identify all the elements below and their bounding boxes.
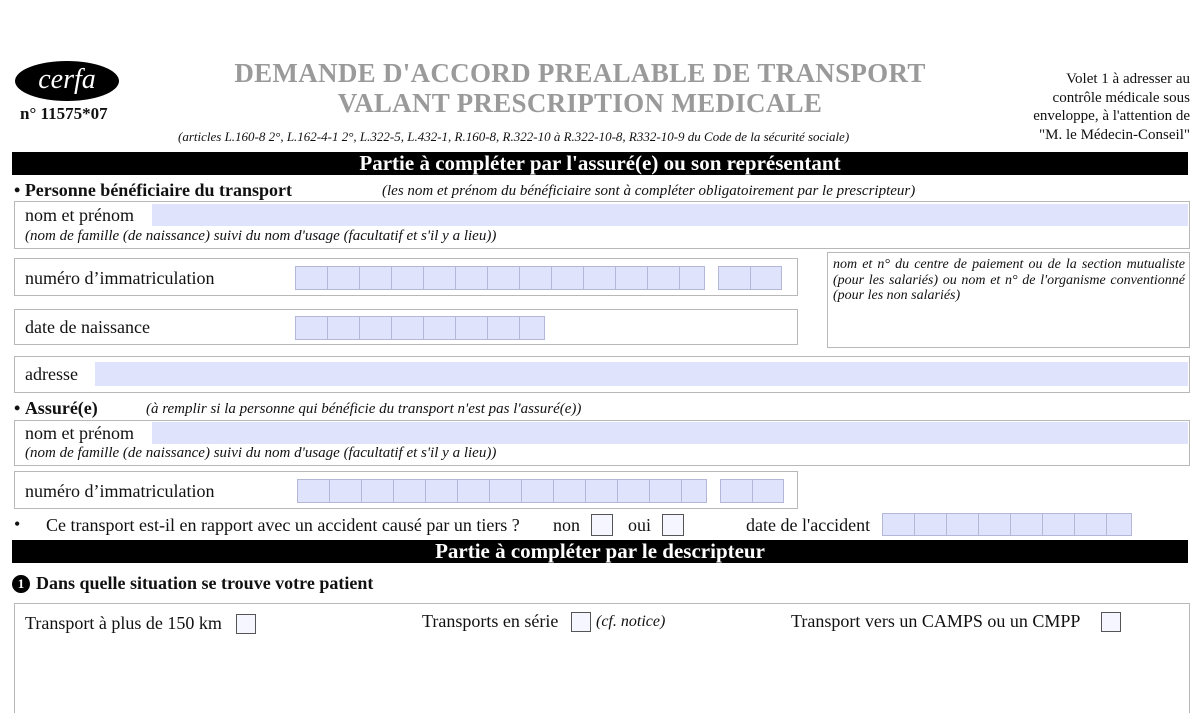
bullet: •	[14, 398, 25, 418]
option-serie-label: Transports en série	[422, 611, 559, 631]
adresse-label: adresse	[25, 364, 78, 384]
assure-name-hint: (nom de famille (de naissance) suivi du nom d'usage (facultatif et s'il y a lieu))	[25, 445, 497, 461]
section-bar-descripteur	[12, 540, 1188, 563]
accident-yes-label: oui	[628, 515, 652, 535]
option-150km-checkbox[interactable]	[236, 614, 256, 634]
number-one-icon: 1	[12, 575, 30, 593]
assure-name-label: nom et prénom	[25, 423, 134, 443]
option-serie-note: (cf. notice)	[596, 613, 666, 630]
assure-immat-label: numéro d’immatriculation	[25, 481, 215, 501]
beneficiaire-heading	[14, 180, 292, 201]
option-serie-checkbox[interactable]	[571, 612, 591, 632]
assure-name-input[interactable]	[152, 422, 1188, 444]
assure-heading	[14, 398, 98, 419]
volet-line: "M. le Médecin-Conseil"	[1039, 126, 1190, 143]
accident-date-label: date de l'accident	[746, 515, 871, 535]
accident-no-checkbox[interactable]	[591, 514, 613, 536]
accident-date-input[interactable]	[882, 513, 1132, 536]
beneficiaire-immat-input[interactable]	[295, 266, 705, 290]
accident-yes-checkbox[interactable]	[662, 514, 684, 536]
volet-notice	[990, 70, 1190, 144]
cerfa-logo-text: cerfa	[38, 64, 96, 95]
accident-bullet: •	[14, 514, 21, 534]
assure-immat-input[interactable]	[297, 479, 707, 503]
legal-articles: (articles L.160-8 2°, L.162-4-1 2°, L.322-5, L.432-1, R.160-8, R.322-10 à R.322-10-8, R332-10-9 du Code de la sécurité sociale)	[178, 129, 850, 144]
form-number: n° 11575*07	[20, 104, 108, 123]
adresse-input[interactable]	[95, 362, 1188, 386]
assure-note: (à remplir si la personne qui bénéficie du transport n'est pas l'assuré(e))	[146, 401, 582, 417]
assure-heading-text: Assuré(e)	[24, 398, 98, 418]
form-title-line1: DEMANDE D'ACCORD PREALABLE DE TRANSPORT	[234, 58, 926, 88]
volet-line: Volet 1 à adresser au	[1066, 71, 1190, 87]
form-title-line2: VALANT PRESCRIPTION MEDICALE	[337, 88, 823, 118]
beneficiaire-note: (les nom et prénom du bénéficiaire sont à compléter obligatoirement par le prescripteur)	[382, 183, 916, 199]
beneficiaire-birth-label: date de naissance	[25, 317, 150, 337]
beneficiaire-birth-input[interactable]	[295, 316, 545, 340]
option-150km-label: Transport à plus de 150 km	[25, 613, 222, 633]
beneficiaire-immat-label: numéro d’immatriculation	[25, 268, 215, 288]
section-bar-descripteur-title: Partie à compléter par le descripteur	[435, 539, 765, 563]
volet-line: contrôle médicale sous	[1052, 89, 1190, 106]
bullet: •	[14, 180, 25, 200]
beneficiaire-name-input[interactable]	[152, 204, 1188, 226]
cerfa-logo	[15, 61, 119, 101]
volet-line: enveloppe, à l'attention de	[1033, 108, 1190, 124]
accident-question: Ce transport est-il en rapport avec un accident causé par un tiers ?	[46, 515, 520, 535]
situation-heading-text: Dans quelle situation se trouve votre patient	[36, 573, 374, 593]
section-bar-assure	[12, 152, 1188, 175]
beneficiaire-immat-key-input[interactable]	[718, 266, 782, 290]
option-camps-label: Transport vers un CAMPS ou un CMPP	[791, 611, 1081, 631]
centre-paiement-note: nom et n° du centre de paiement ou de la section mutualiste (pour les salariés) ou nom et n° de l'organisme conventionné (pour les non salariés)	[833, 257, 1185, 303]
beneficiaire-name-label: nom et prénom	[25, 205, 134, 225]
situation-heading	[12, 573, 373, 594]
accident-no-label: non	[553, 515, 580, 535]
beneficiaire-heading-text: Personne bénéficiaire du transport	[24, 180, 292, 200]
option-camps-checkbox[interactable]	[1101, 612, 1121, 632]
beneficiaire-name-hint: (nom de famille (de naissance) suivi du nom d'usage (facultatif et s'il y a lieu))	[25, 228, 497, 244]
section-bar-assure-title: Partie à compléter par l'assuré(e) ou son représentant	[359, 151, 841, 175]
assure-immat-key-input[interactable]	[720, 479, 784, 503]
